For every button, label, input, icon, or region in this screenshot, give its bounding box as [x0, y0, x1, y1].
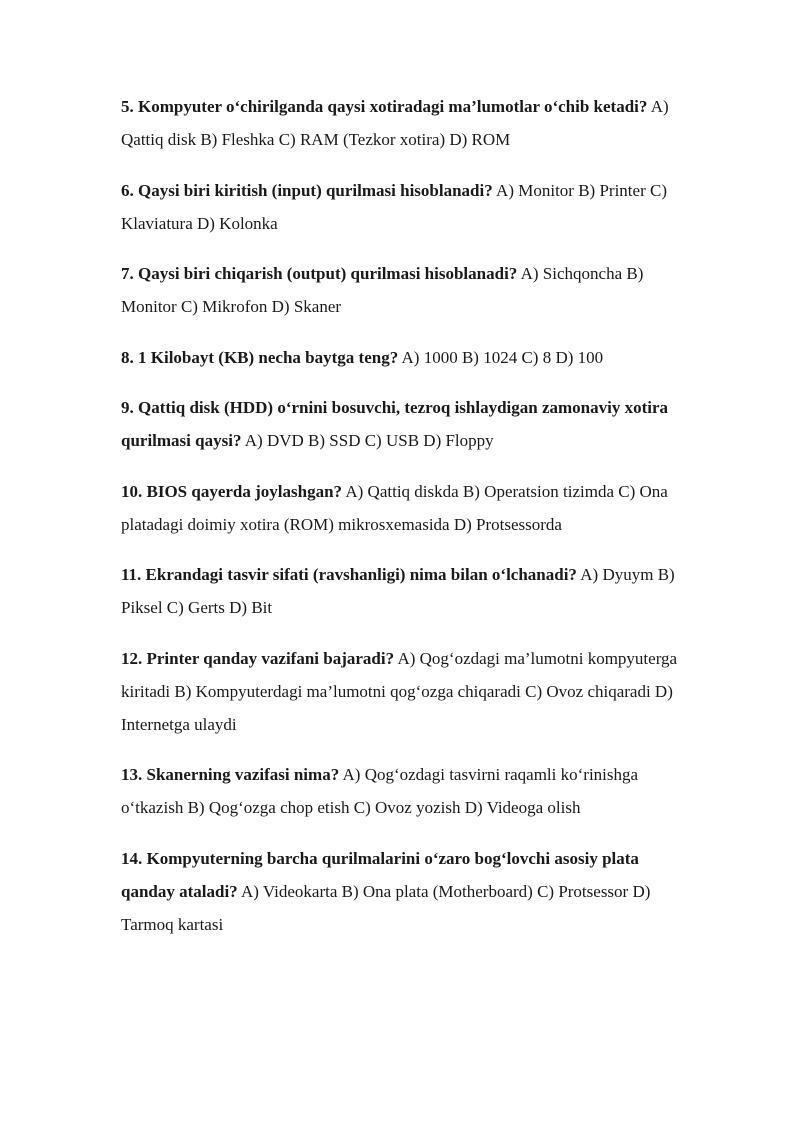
question-item-6 — [121, 174, 681, 240]
question-item-7 — [121, 257, 681, 323]
question-item-12 — [121, 642, 681, 741]
answer-options: A) Monitor B) Printer C) Klaviatura D) Kolonka — [121, 180, 667, 233]
question-list — [121, 90, 681, 958]
question-item-8 — [121, 341, 681, 374]
question-text: 6. Qaysi biri kiritish (input) qurilmasi hisoblanadi? — [121, 180, 493, 200]
question-text: 10. BIOS qayerda joylashgan? — [121, 481, 343, 501]
answer-options: A) DVD B) SSD C) USB D) Floppy — [244, 431, 494, 450]
question-item-5 — [121, 90, 681, 156]
answer-options: A) Dyuym B) Piksel C) Gerts D) Bit — [121, 565, 675, 617]
question-item-14 — [121, 842, 681, 941]
question-item-10 — [121, 475, 681, 541]
question-item-9 — [121, 391, 681, 457]
question-text: 8. 1 Kilobayt (KB) necha baytga teng? — [121, 347, 399, 367]
answer-options: A) Qog‘ozdagi tasvirni raqamli ko‘rinishga o‘tkazish B) Qog‘ozga chop etish C) Ovoz yozish D) Videoga olish — [121, 765, 639, 817]
answer-options: A) Qog‘ozdagi ma’lumotni kompyuterga kiritadi B) Kompyuterdagi ma’lumotni qog‘ozga chiqaradi C) Ovoz chiqaradi D) Internetga ulaydi — [121, 648, 678, 734]
answer-options: A) Videokarta B) Ona plata (Motherboard) C) Protsessor D) Tarmoq kartasi — [121, 881, 651, 934]
answer-options: A) Sichqoncha B) Monitor C) Mikrofon D) Skaner — [121, 264, 644, 316]
question-text: 5. Kompyuter o‘chirilganda qaysi xotiradagi ma’lumotlar o‘chib ketadi? — [121, 97, 648, 116]
question-text: 11. Ekrandagi tasvir sifati (ravshanligi) nima bilan o‘lchanadi? — [121, 565, 577, 584]
question-text: 9. Qattiq disk (HDD) o‘rnini bosuvchi, tezroq ishlaydigan zamonaviy xotira qurilmasi qaysi? — [121, 398, 669, 450]
question-text: 12. Printer qanday vazifani bajaradi? — [121, 648, 395, 668]
answer-options: A) 1000 B) 1024 C) 8 D) 100 — [401, 347, 604, 367]
question-text: 13. Skanerning vazifasi nima? — [121, 765, 340, 784]
question-item-13 — [121, 758, 681, 824]
answer-options: A) Qattiq disk B) Fleshka C) RAM (Tezkor xotira) D) ROM — [121, 97, 669, 149]
answer-options: A) Qattiq diskda B) Operatsion tizimda C) Ona platadagi doimiy xotira (ROM) mikrosxemasida D) Protsessorda — [121, 481, 668, 534]
question-text: 7. Qaysi biri chiqarish (output) qurilmasi hisoblanadi? — [121, 264, 518, 283]
question-text: 14. Kompyuterning barcha qurilmalarini o‘zaro bog‘lovchi asosiy plata qanday ataladi? — [121, 848, 639, 901]
question-item-11 — [121, 558, 681, 624]
